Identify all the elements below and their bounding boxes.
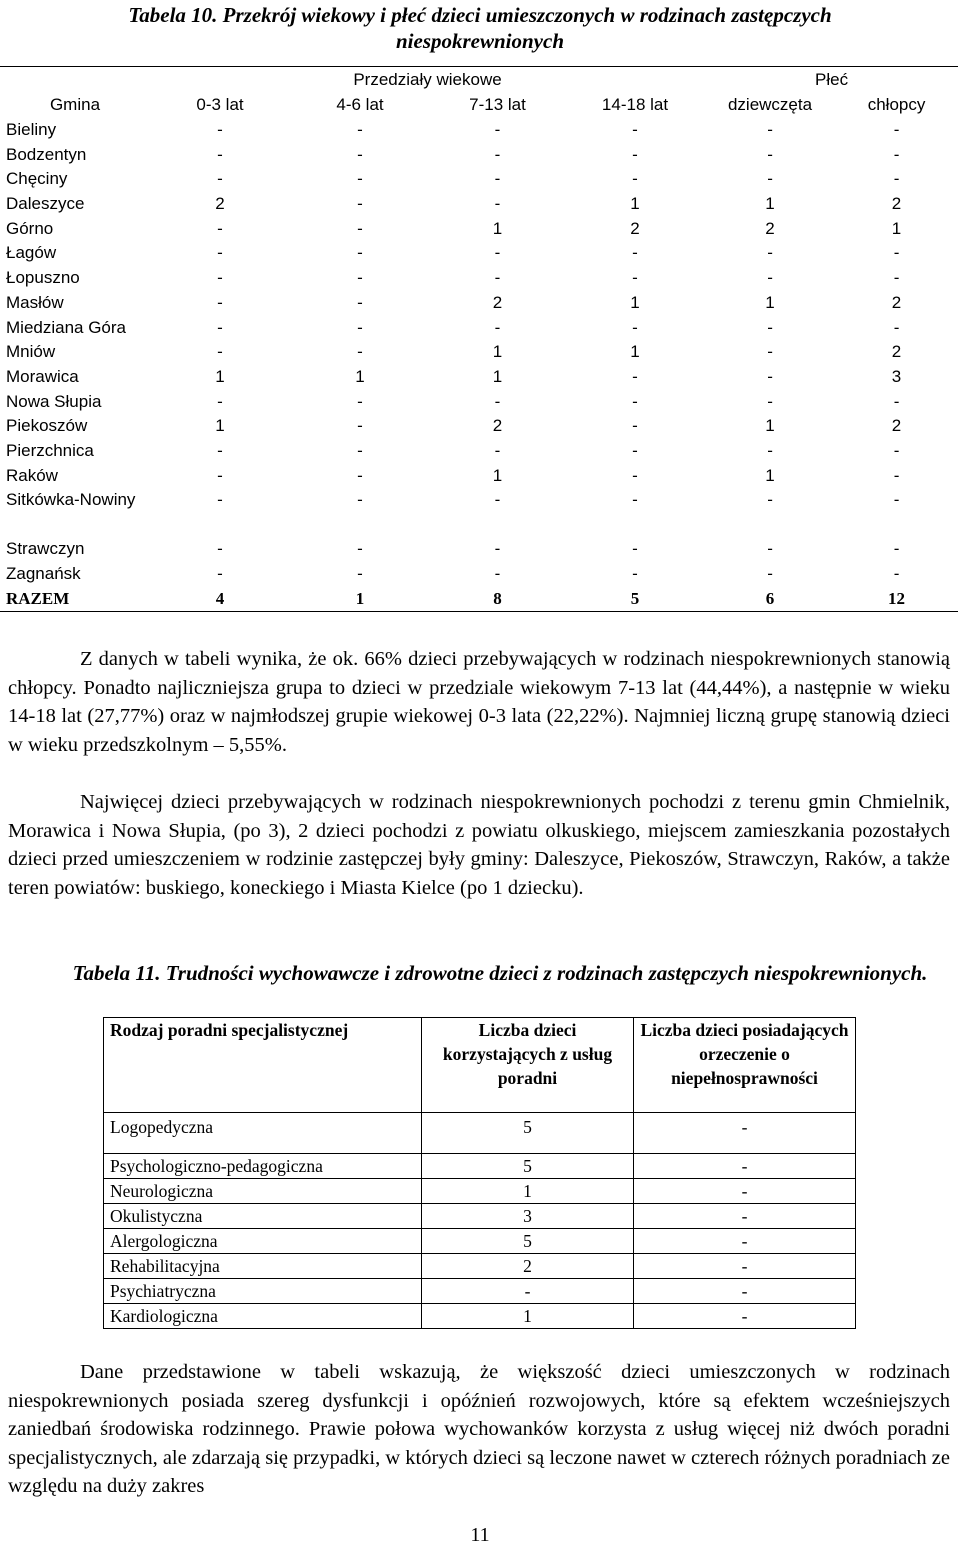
table-cell: -	[893, 564, 900, 584]
table-cell: -	[767, 243, 773, 263]
table-row	[104, 1179, 856, 1204]
paragraph-2-text: Najwięcej dzieci przebywających w rodzinach niespokrewnionych pochodzi z terenu gmin Chmielnik, Morawica i Nowa Słupia, (po 3), 2 dzieci pochodzi z powiatu olkuskiego, miejscem zamieszkania pozostałych dzieci przed umieszczeniem w rodzinie zastępczej były gminy: Daleszyce, Piekoszów, Strawczyn, Raków, a także teren powiatów: buskiego, koneckiego i Miasta Kielce (po 1 dziecku).	[8, 791, 950, 899]
table-cell: -	[767, 564, 773, 584]
row-label: Chęciny	[6, 169, 68, 189]
row-label: Psychiatryczna	[104, 1279, 422, 1304]
row-label: Piekoszów	[6, 416, 88, 436]
table-cell: -	[893, 268, 900, 288]
table-cell: -	[767, 539, 773, 559]
row-label: Pierzchnica	[6, 440, 94, 460]
table-cell: -	[893, 317, 900, 337]
table10	[0, 66, 958, 612]
row-label: Nowa Słupia	[6, 391, 102, 411]
table-row	[0, 537, 958, 562]
table-cell: 3	[422, 1204, 634, 1229]
table-cell: 1	[492, 366, 503, 386]
total-label: RAZEM	[0, 586, 150, 611]
row-label: Masłów	[6, 292, 64, 312]
table-row	[0, 562, 958, 587]
column-header: Gmina	[49, 95, 101, 115]
table-cell: -	[494, 391, 501, 411]
table-cell: -	[494, 169, 501, 189]
table-row	[104, 1154, 856, 1179]
table-cell: -	[217, 564, 223, 584]
column-header: 14-18 lat	[601, 95, 669, 115]
table-cell: -	[632, 317, 638, 337]
paragraph-1	[8, 645, 950, 759]
table-row	[0, 315, 958, 340]
table-cell: -	[632, 490, 638, 509]
table-cell: 1	[422, 1179, 634, 1204]
table-cell: -	[893, 465, 900, 485]
paragraph-1-text: Z danych w tabeli wynika, że ok. 66% dzieci przebywających w rodzinach niespokrewnionych stanowią chłopcy. Ponadto najliczniejsza grupa to dzieci w przedziale wiekowym 7-13 lat (44,44%), a następnie w wieku 14-18 lat (27,77%) oraz w najmłodszej grupie wiekowej 0-3 lata (22,22%). Najmniej liczną grupę stanowią dzieci w wieku przedszkolnym – 5,55%.	[8, 648, 950, 756]
table-cell: 1	[765, 465, 775, 485]
table-cell: -	[494, 120, 501, 140]
table-row	[104, 1229, 856, 1254]
row-label: Mniów	[6, 342, 56, 362]
table-row	[0, 192, 958, 217]
table-row	[0, 439, 958, 464]
table-cell: -	[494, 317, 501, 337]
table-cell: 1	[765, 292, 775, 312]
table-cell: -	[217, 391, 223, 411]
table-cell: -	[632, 564, 638, 584]
table-cell: -	[217, 465, 223, 485]
table-cell: -	[767, 317, 773, 337]
row-label: Strawczyn	[6, 539, 85, 559]
row-label: Okulistyczna	[104, 1204, 422, 1229]
header-sex-group: Płeć	[705, 67, 958, 94]
table-row	[0, 118, 958, 143]
row-label: Bodzentyn	[6, 144, 87, 164]
table-cell: -	[494, 539, 501, 559]
table-cell: -	[357, 564, 363, 584]
table-row-total	[0, 586, 958, 611]
table-cell: -	[893, 243, 900, 263]
column-header: chłopcy	[867, 95, 926, 115]
table-cell: -	[357, 465, 363, 485]
table-cell: -	[217, 268, 223, 288]
table-cell: -	[357, 243, 363, 263]
table-cell: -	[357, 539, 363, 559]
page-number: 11	[470, 1524, 490, 1546]
total-cell: 4	[150, 586, 290, 611]
table-cell: -	[767, 268, 773, 288]
table-cell: -	[357, 194, 363, 214]
table-cell: -	[357, 391, 363, 411]
table-row	[0, 241, 958, 266]
table-cell: -	[357, 416, 363, 436]
table-cell: -	[494, 490, 501, 509]
table-cell: -	[632, 440, 638, 460]
table-cell: 2	[492, 292, 503, 312]
table-cell: 2	[891, 416, 902, 436]
table-cell: -	[217, 292, 223, 312]
table-cell: -	[893, 391, 900, 411]
table-row	[0, 216, 958, 241]
table-cell: -	[634, 1304, 856, 1329]
table-cell: -	[632, 144, 638, 164]
table-cell: 1	[891, 218, 902, 238]
table-cell: -	[217, 144, 223, 164]
table-row	[0, 340, 958, 365]
row-label: Górno	[6, 218, 54, 238]
paragraph-3	[8, 1358, 950, 1501]
table-cell: 5	[422, 1113, 634, 1154]
table-row	[104, 1254, 856, 1279]
table-cell: -	[632, 243, 638, 263]
table-cell: -	[494, 564, 501, 584]
table10-caption-line1: Tabela 10. Przekrój wiekowy i płeć dzieci umieszczonych w rodzinach zastępczych	[128, 3, 832, 27]
table-cell: 2	[765, 218, 775, 238]
row-label: Sitkówka-Nowiny	[6, 490, 136, 509]
table-cell: 1	[630, 194, 640, 214]
table-cell: 2	[422, 1254, 634, 1279]
table-cell: -	[893, 539, 900, 559]
table-row	[0, 142, 958, 167]
column-header: Liczba dzieci posiadających orzeczenie o niepełnosprawności	[634, 1018, 856, 1113]
table-cell: -	[767, 144, 773, 164]
total-cell: 6	[705, 586, 835, 611]
table-cell: 3	[891, 366, 902, 386]
row-label: Alergologiczna	[104, 1229, 422, 1254]
table-cell: -	[767, 391, 773, 411]
table-cell: -	[494, 144, 501, 164]
row-label: Miedziana Góra	[6, 317, 127, 337]
table-cell: 2	[891, 292, 902, 312]
table-cell: -	[634, 1179, 856, 1204]
table-cell: 1	[215, 416, 225, 436]
table-cell: 1	[765, 416, 775, 436]
table-cell: -	[357, 342, 363, 362]
table-cell: -	[634, 1279, 856, 1304]
table-cell: 2	[891, 194, 902, 214]
table-cell: -	[632, 120, 638, 140]
table-row	[0, 291, 958, 316]
table-cell: -	[634, 1229, 856, 1254]
total-cell: 1	[290, 586, 430, 611]
table-cell: 1	[492, 465, 503, 485]
paragraph-2	[8, 788, 950, 902]
table-cell: 1	[630, 292, 640, 312]
total-cell: 12	[835, 586, 958, 611]
table-cell: 1	[492, 342, 503, 362]
table-cell: -	[893, 144, 900, 164]
table-cell: -	[632, 268, 638, 288]
table-cell: -	[357, 292, 363, 312]
paragraph-3-text: Dane przedstawione w tabeli wskazują, że większość dzieci umieszczonych w rodzinach niespokrewnionych posiada szereg dysfunkcji i opóźnień rozwojowych, które są efektem wcześniejszych zaniedbań środowiska rodzinnego. Prawie połowa wychowanków korzysta z usług więcej niż dwóch poradni specjalistycznych, ale zdarzają się przypadki, w których dzieci są leczone nawet w czterech różnych poradniach ze względu na duży zakres	[8, 1361, 950, 1498]
table-cell: 2	[215, 194, 225, 214]
table-cell: -	[217, 317, 223, 337]
column-header: 4-6 lat	[336, 95, 384, 115]
table-cell: -	[357, 490, 363, 509]
table-cell: 1	[355, 366, 365, 386]
table-cell: -	[357, 120, 363, 140]
table-cell: -	[494, 440, 501, 460]
table-cell: -	[632, 465, 638, 485]
table-cell: -	[767, 440, 773, 460]
table-cell: -	[632, 391, 638, 411]
column-header: 7-13 lat	[469, 95, 526, 115]
table-cell: -	[357, 144, 363, 164]
column-header: dziewczęta	[727, 95, 813, 115]
table-cell: -	[893, 120, 900, 140]
table-cell: 2	[891, 342, 902, 362]
table-row	[0, 414, 958, 439]
row-label: Łopuszno	[6, 268, 80, 288]
table-cell: -	[893, 169, 900, 189]
row-label: Łagów	[6, 243, 57, 263]
table-cell: -	[422, 1279, 634, 1304]
table11-caption: Tabela 11. Trudności wychowawcze i zdrowotne dzieci z rodzinach zastępczych niespokrewnionych.	[72, 961, 928, 985]
table-cell: -	[494, 243, 501, 263]
table-row	[0, 463, 958, 488]
row-label: Raków	[6, 465, 58, 485]
column-header: Liczba dzieci korzystających z usług poradni	[422, 1018, 634, 1113]
row-label: Rehabilitacyjna	[104, 1254, 422, 1279]
table10-caption	[0, 2, 960, 54]
table-row	[0, 365, 958, 390]
table-row	[104, 1204, 856, 1229]
table-cell: -	[634, 1204, 856, 1229]
table-cell: 2	[630, 218, 640, 238]
table-cell: 1	[492, 218, 503, 238]
header-age-group: Przedziały wiekowe	[150, 67, 705, 94]
table-cell: -	[632, 366, 638, 386]
table-cell: 1	[765, 194, 775, 214]
table-cell: -	[632, 539, 638, 559]
table-cell: -	[357, 218, 363, 238]
table-cell: -	[767, 342, 773, 362]
table-cell: 1	[630, 342, 640, 362]
table-cell: -	[494, 194, 501, 214]
table-row	[0, 266, 958, 291]
table-cell: -	[357, 169, 363, 189]
table-row	[0, 167, 958, 192]
table-row	[104, 1279, 856, 1304]
row-label: Zagnańsk	[6, 564, 81, 584]
table-cell: -	[217, 120, 223, 140]
row-label: Morawica	[6, 366, 79, 386]
table-row	[0, 488, 958, 537]
table-cell: -	[632, 416, 638, 436]
table-cell: 1	[422, 1304, 634, 1329]
table-cell: -	[634, 1154, 856, 1179]
total-cell: 5	[565, 586, 705, 611]
table-cell: -	[634, 1254, 856, 1279]
row-label: Logopedyczna	[104, 1113, 422, 1154]
table-cell: -	[357, 317, 363, 337]
table-cell: -	[217, 342, 223, 362]
table-cell: -	[767, 366, 773, 386]
table-cell: -	[357, 440, 363, 460]
table-cell: -	[767, 120, 773, 140]
row-label: Bieliny	[6, 120, 57, 140]
column-header: Rodzaj poradni specjalistycznej	[104, 1018, 422, 1113]
table-row	[0, 389, 958, 414]
table-cell: 1	[215, 366, 225, 386]
table-cell: -	[217, 243, 223, 263]
table11	[103, 1017, 856, 1329]
table-cell: -	[357, 268, 363, 288]
table-cell: -	[893, 490, 900, 509]
table-cell: -	[893, 440, 900, 460]
table-cell: -	[767, 169, 773, 189]
table-row	[104, 1113, 856, 1154]
row-label: Daleszyce	[6, 194, 85, 214]
table-cell: -	[634, 1113, 856, 1154]
table-cell: 2	[492, 416, 503, 436]
table-cell: -	[217, 440, 223, 460]
table-cell: -	[217, 218, 223, 238]
table-cell: -	[494, 268, 501, 288]
row-label: Kardiologiczna	[104, 1304, 422, 1329]
table-cell: -	[217, 539, 223, 559]
table-cell: -	[217, 490, 223, 509]
table-cell: -	[632, 169, 638, 189]
table-cell: 5	[422, 1229, 634, 1254]
row-label: Neurologiczna	[104, 1179, 422, 1204]
table-cell: -	[767, 490, 773, 509]
total-cell: 8	[430, 586, 565, 611]
table10-caption-line2: niespokrewnionych	[395, 29, 565, 53]
row-label: Psychologiczno-pedagogiczna	[104, 1154, 422, 1179]
column-header: 0-3 lat	[196, 95, 244, 115]
table-cell: 5	[422, 1154, 634, 1179]
table-row	[104, 1304, 856, 1329]
table-cell: -	[217, 169, 223, 189]
